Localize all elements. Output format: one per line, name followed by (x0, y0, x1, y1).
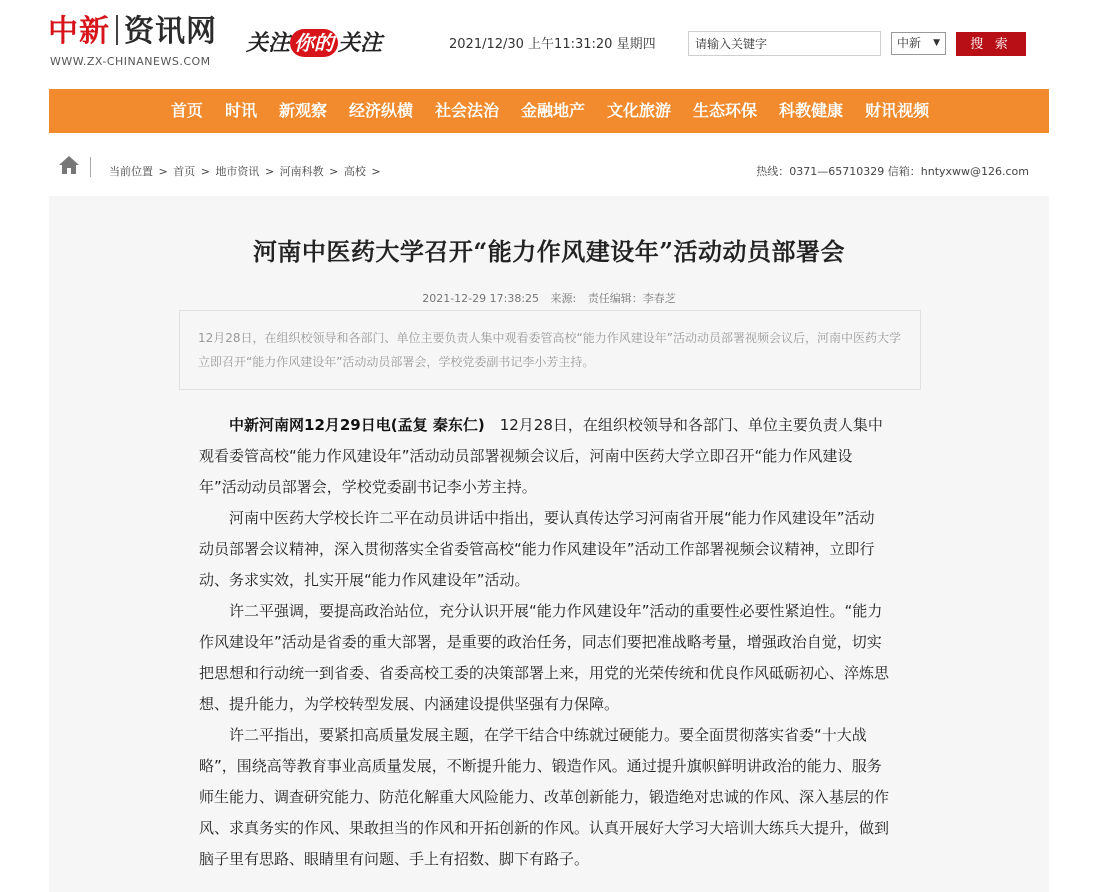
search-input[interactable] (688, 31, 881, 56)
slogan-highlight: 你的 (290, 29, 338, 57)
article-container (49, 196, 1049, 892)
site-header (0, 0, 1104, 88)
breadcrumb-separator: > (371, 165, 381, 178)
slogan-part-c: 关注 (338, 30, 383, 56)
slogan-part-a: 关注 (246, 30, 291, 56)
breadcrumb-bar (49, 147, 1049, 187)
article-title: 河南中医药大学召开“能力作风建设年”活动动员部署会 (252, 237, 846, 266)
article-source: 来源: (550, 292, 577, 305)
chevron-down-icon: ▼ (933, 38, 940, 48)
nav-item-economy[interactable]: 经济纵横 (348, 101, 413, 120)
logo-site-text: 资讯网 (124, 14, 217, 49)
breadcrumb-item-university[interactable]: 高校 (343, 165, 366, 178)
search-button[interactable]: 搜 索 (956, 32, 1026, 56)
home-icon[interactable] (58, 155, 80, 175)
nav-item-culture-travel[interactable]: 文化旅游 (607, 101, 672, 120)
breadcrumb (109, 163, 383, 179)
nav-list (49, 89, 1049, 133)
site-select-value: 中新 (897, 36, 922, 50)
article-body (199, 410, 889, 875)
main-nav (49, 89, 1049, 133)
breadcrumb-separator: > (158, 165, 168, 178)
nav-item-news[interactable]: 时讯 (224, 101, 257, 120)
article-paragraph (199, 410, 889, 503)
nav-item-science-health[interactable]: 科教健康 (779, 101, 844, 120)
breadcrumb-separator: > (200, 165, 210, 178)
breadcrumb-separator: > (329, 165, 339, 178)
slogan (246, 26, 382, 60)
breadcrumb-separator: > (264, 165, 275, 178)
nav-item-finance-realty[interactable]: 金融地产 (521, 101, 586, 120)
article-paragraph: 许二平强调，要提高政治站位，充分认识开展“能力作风建设年”活动的重要性必要性紧迫性。“能力作风建设年”活动是省委的重大部署，是重要的政治任务，同志们要把准战略考量，增强政治自觉，切实把思想和行动统一到省委、省委高校工委的决策部署上来，用党的光荣传统和优良作风砥砺初心、淬炼思想、提升能力，为学校转型发展、内涵建设提供坚强有力保障。 (199, 602, 890, 713)
nav-item-society-law[interactable]: 社会法治 (434, 101, 499, 120)
breadcrumb-prefix: 当前位置 (109, 165, 153, 178)
breadcrumb-item-city-news[interactable]: 地市资讯 (215, 165, 260, 178)
logo-url: WWW.ZX-CHINANEWS.COM (50, 55, 211, 68)
article-meta (49, 290, 1049, 306)
article-summary: 12月28日，在组织校领导和各部门、单位主要负责人集中观看委管高校“能力作风建设年”活动动员部署视频会议后，河南中医药大学立即召开“能力作风建设年”活动动员部署会，学校党委副书记李小芳主持。 (179, 310, 921, 390)
nav-item-finance-video[interactable]: 财讯视频 (865, 101, 930, 120)
breadcrumb-item-home[interactable]: 首页 (173, 165, 196, 178)
nav-item-observation[interactable]: 新观察 (278, 101, 327, 120)
site-select[interactable] (891, 32, 946, 55)
article-editor: 责任编辑：李春芝 (587, 292, 676, 305)
article-paragraph-text: 12月28日，在组织校领导和各部门、单位主要负责人集中观看委管高校“能力作风建设年”活动动员部署视频会议后，河南中医药大学立即召开“能力作风建设年”活动动员部署会，学校党委副书记李小芳主持。 (199, 416, 883, 496)
article-lead: 中新河南网12月29日电(孟复 秦东仁) (229, 416, 485, 434)
breadcrumb-item-henan-edu[interactable]: 河南科教 (279, 165, 324, 178)
contact-hotline: 热线：0371—65710329 信箱：hntyxww@126.com (756, 165, 1029, 178)
article-paragraph: 许二平指出，要紧扣高质量发展主题，在学干结合中练就过硬能力。要全面贯彻落实省委“十大战略”，围绕高等教育事业高质量发展，不断提升能力、锻造作风。通过提升旗帜鲜明讲政治的能力、服务师生能力、调查研究能力、防范化解重大风险能力、改革创新能力，锻造绝对忠诚的作风、深入基层的作风、求真务实的作风、果敢担当的作风和开拓创新的作风。认真开展好大学习大培训大练兵大提升，做到脑子里有思路、眼睛里有问题、手上有招数、脚下有路子。 (199, 726, 890, 868)
site-logo[interactable] (48, 10, 217, 54)
current-datetime: 2021/12/30 上午11:31:20 星期四 (449, 37, 656, 52)
breadcrumb-divider (90, 157, 91, 177)
article-paragraph: 河南中医药大学校长许二平在动员讲话中指出，要认真传达学习河南省开展“能力作风建设年”活动动员部署会议精神，深入贯彻落实全省委管高校“能力作风建设年”活动工作部署视频会议精神，立即行动、务求实效，扎实开展“能力作风建设年”活动。 (199, 509, 875, 589)
logo-divider (116, 15, 118, 45)
nav-item-ecology[interactable]: 生态环保 (693, 101, 758, 120)
nav-item-home[interactable]: 首页 (170, 101, 203, 120)
article-date: 2021-12-29 17:38:25 (422, 292, 540, 305)
logo-brand-text: 中新 (48, 14, 110, 49)
